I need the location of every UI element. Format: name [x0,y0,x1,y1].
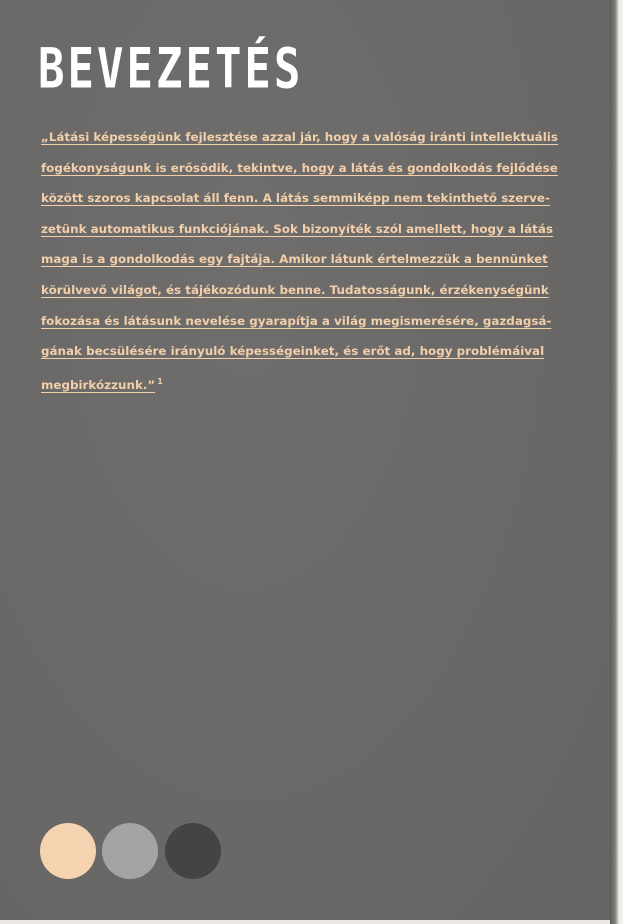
quote-line-3: között szoros kapcsolat áll fenn. A látás semmiképp nem tekinthető szerve- [41,191,550,206]
swatch-light-gray [102,823,158,879]
footnote-marker[interactable]: 1 [157,376,163,386]
quote-line-9-text: megbirkózzunk.” [41,377,156,392]
quote-line-9 [41,367,571,401]
quote-line-7: fokozása és látásunk nevelése gyarapítja a világ megismerésére, gazdagsá- [41,313,552,328]
quote-line-5: maga is a gondolkodás egy fajtája. Amikor látunk értelmezzük a bennünket [41,252,548,267]
quote-line-4: zetünk automatikus funkciójának. Sok bizonyíték szól amellett, hogy a látás [41,221,553,236]
page-edge [610,0,623,924]
swatch-dark-gray [165,823,221,879]
intro-quote [41,122,571,400]
swatch-peach [40,823,96,879]
quote-line-6: körülvevő világot, és tájékozódunk benne. Tudatosságunk, érzékenységünk [41,282,549,297]
quote-line-1: „Látási képességünk fejlesztése azzal jár, hogy a valóság iránti intellektuális [41,130,558,144]
page-title: BEVEZETÉS [38,37,304,101]
quote-line-8: gának becsülésére irányuló képességeinket, és erőt ad, hogy problémáival [41,344,545,359]
quote-line-2: fogékonyságunk is erősödik, tekintve, hogy a látás és gondolkodás fejlődése [41,160,558,175]
